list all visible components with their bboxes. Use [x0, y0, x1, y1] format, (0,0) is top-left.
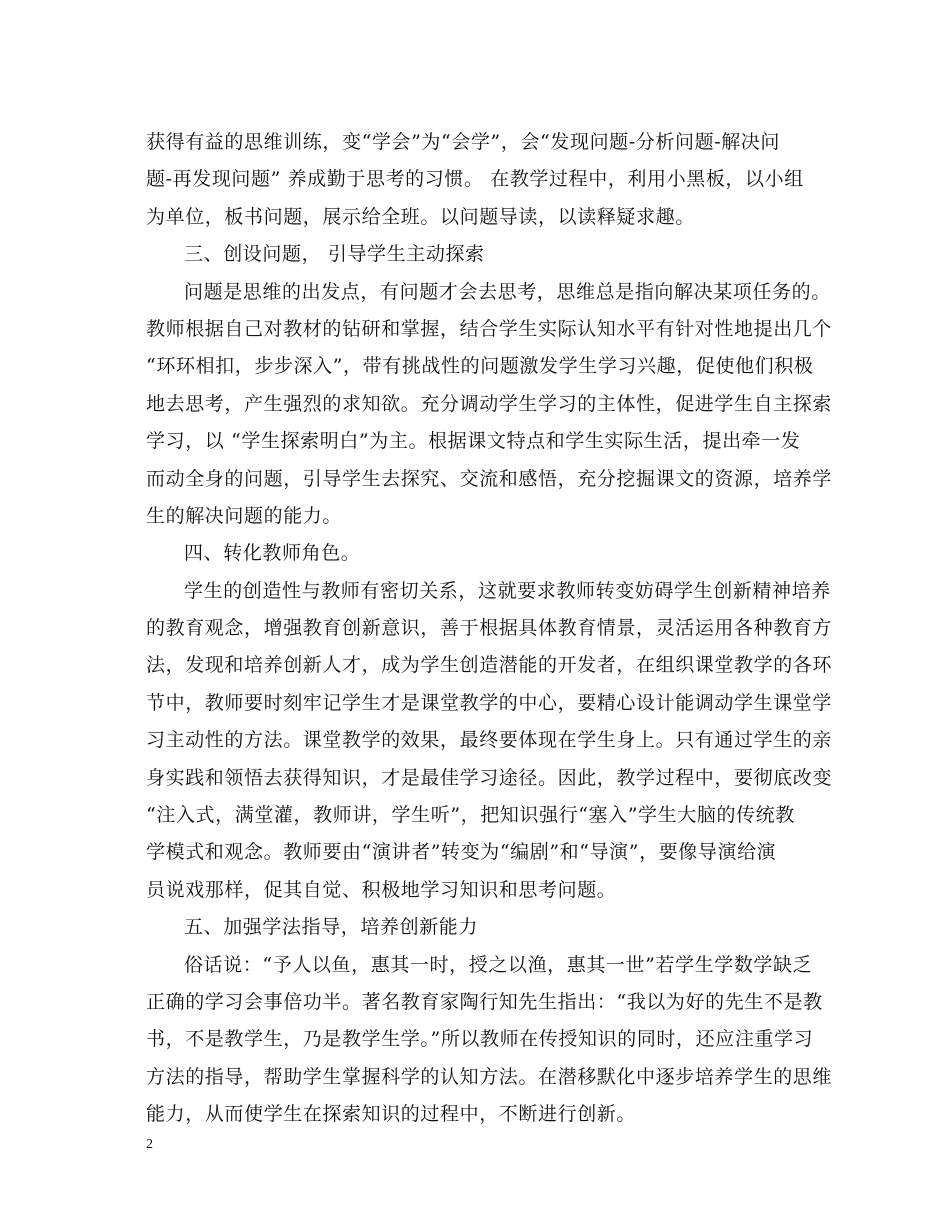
text-line: 员说戏那样，促其自觉、积极地学习知识和思考问题。: [146, 878, 617, 901]
text-line: 习主动性的方法。课堂教学的效果，最终要体现在学生身上。只有通过学生的亲: [146, 729, 833, 752]
text-line: 学习，以 “学生探索明白”为主。根据课文特点和学生实际生活，提出牵一发: [146, 430, 801, 453]
text-line: 能力，从而使学生在探索知识的过程中，不断进行创新。: [146, 1103, 637, 1126]
section-heading: 三、创设问题， 引导学生主动探索: [184, 243, 485, 266]
text-line: 地去思考，产生强烈的求知欲。充分调动学生学习的主体性，促进学生自主探索: [146, 392, 833, 415]
page-number: 2: [146, 1137, 153, 1152]
text-line: 的教育观念，增强教育创新意识，善于根据具体教育情景，灵活运用各种教育方: [146, 617, 833, 640]
section-heading: 五、加强学法指导，培养创新能力: [184, 916, 479, 939]
document-body: [146, 124, 833, 1134]
text-line: 正确的学习会事倍功半。著名教育家陶行知先生指出：“我以为好的先生不是教: [146, 990, 823, 1013]
text-line: 为单位，板书问题，展示给全班。以问题导读，以读释疑求趣。: [146, 205, 695, 228]
text-line: 俗话说：“予人以鱼，惠其一时，授之以渔，惠其一世”若学生学数学缺乏: [184, 953, 813, 976]
text-line: 学生的创造性与教师有密切关系，这就要求教师转变妨碍学生创新精神培养: [184, 579, 831, 602]
text-line: 法，发现和培养创新人才，成为学生创造潜能的开发者，在组织课堂教学的各环: [146, 654, 833, 677]
text-line: 身实践和领悟去获得知识，才是最佳学习途径。因此，教学过程中，要彻底改变: [146, 766, 833, 789]
text-line: 题-再发现问题” 养成勤于思考的习惯。 在教学过程中，利用小黑板，以小组: [146, 168, 804, 191]
text-line: 生的解决问题的能力。: [146, 504, 343, 527]
text-line: 而动全身的问题，引导学生去探究、交流和感悟，充分挖掘课文的资源，培养学: [146, 467, 833, 490]
text-line: “注入式，满堂灌，教师讲，学生听”，把知识强行“塞入”学生大脑的传统教: [146, 804, 795, 827]
text-line: “环环相扣，步步深入”，带有挑战性的问题激发学生学习兴趣，促使他们积极: [146, 355, 814, 378]
text-line: 获得有益的思维训练，变“学会”为“会学”，会“发现问题-分析问题-解决问: [146, 131, 781, 153]
text-line: 问题是思维的出发点，有问题才会去思考，思维总是指向解决某项任务的。: [184, 280, 831, 303]
text-line: 方法的指导，帮助学生掌握科学的认知方法。在潜移默化中逐步培养学生的思维: [146, 1065, 833, 1088]
text-line: 节中，教师要时刻牢记学生才是课堂教学的中心，要精心设计能调动学生课堂学: [146, 691, 833, 714]
text-line: 书，不是教学生，乃是教学生学。”所以教师在传授知识的同时，还应注重学习: [146, 1028, 814, 1051]
text-line: 学模式和观念。教师要由“演讲者”转变为“编剧”和“导演”，要像导演给演: [146, 841, 777, 864]
text-line: 教师根据自己对教材的钻研和掌握，结合学生实际认知水平有针对性地提出几个: [146, 317, 833, 340]
section-heading: 四、转化教师角色。: [184, 542, 361, 565]
